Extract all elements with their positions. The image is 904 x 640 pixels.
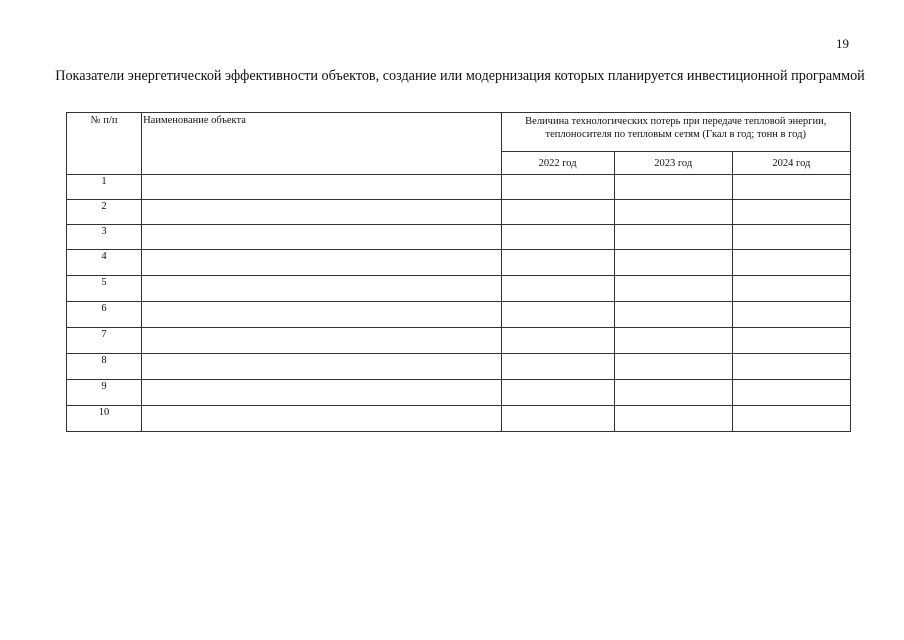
row-object-name (142, 354, 501, 380)
row-object-name (142, 380, 501, 406)
row-value-2024 (732, 380, 850, 406)
table-row (67, 354, 851, 380)
row-value-2024 (732, 276, 850, 302)
page-number: 19 (836, 36, 849, 51)
row-value-2024 (732, 175, 850, 200)
row-value-2023 (614, 175, 732, 200)
row-object-name (142, 276, 501, 302)
row-value-2023 (614, 380, 732, 406)
table-row (67, 175, 851, 200)
row-number: 9 (67, 380, 142, 406)
table-row (67, 380, 851, 406)
row-value-2022 (501, 250, 614, 276)
row-object-name (142, 328, 501, 354)
row-value-2022 (501, 200, 614, 225)
header-number: № п/п (67, 113, 142, 175)
row-object-name (142, 175, 501, 200)
row-object-name (142, 200, 501, 225)
row-value-2022 (501, 175, 614, 200)
energy-efficiency-table (66, 112, 851, 432)
row-value-2022 (501, 354, 614, 380)
row-value-2024 (732, 250, 850, 276)
row-value-2023 (614, 354, 732, 380)
row-number: 6 (67, 302, 142, 328)
row-number: 10 (67, 406, 142, 432)
row-value-2022 (501, 276, 614, 302)
row-value-2023 (614, 200, 732, 225)
document-title: Показатели энергетической эффективности объектов, создание или модернизация которых планируется инвестиционной программой (55, 68, 865, 84)
row-object-name (142, 225, 501, 250)
row-number: 1 (67, 175, 142, 200)
table-row (67, 276, 851, 302)
row-value-2023 (614, 406, 732, 432)
table-body (67, 175, 851, 432)
row-value-2024 (732, 328, 850, 354)
header-row-top (67, 113, 851, 152)
header-losses-group: Величина технологических потерь при передаче тепловой энергии, теплоносителя по тепловым сетям (Гкал в год; тонн в год) (501, 113, 850, 152)
row-value-2024 (732, 302, 850, 328)
table-header (67, 113, 851, 175)
row-value-2022 (501, 225, 614, 250)
row-value-2022 (501, 406, 614, 432)
table-row (67, 328, 851, 354)
table-row (67, 406, 851, 432)
row-value-2024 (732, 406, 850, 432)
row-value-2023 (614, 328, 732, 354)
row-object-name (142, 302, 501, 328)
row-value-2024 (732, 200, 850, 225)
table-row (67, 250, 851, 276)
table-row (67, 225, 851, 250)
row-number: 8 (67, 354, 142, 380)
row-value-2023 (614, 250, 732, 276)
row-number: 7 (67, 328, 142, 354)
row-number: 3 (67, 225, 142, 250)
header-year-2022: 2022 год (501, 152, 614, 175)
row-object-name (142, 406, 501, 432)
row-value-2024 (732, 354, 850, 380)
row-value-2023 (614, 276, 732, 302)
row-value-2024 (732, 225, 850, 250)
table-row (67, 302, 851, 328)
row-number: 5 (67, 276, 142, 302)
row-number: 4 (67, 250, 142, 276)
row-value-2022 (501, 302, 614, 328)
header-year-2023: 2023 год (614, 152, 732, 175)
row-value-2023 (614, 302, 732, 328)
table-row (67, 200, 851, 225)
row-value-2022 (501, 328, 614, 354)
row-value-2023 (614, 225, 732, 250)
row-value-2022 (501, 380, 614, 406)
header-year-2024: 2024 год (732, 152, 850, 175)
header-object-name: Наименование объекта (142, 113, 501, 175)
row-object-name (142, 250, 501, 276)
row-number: 2 (67, 200, 142, 225)
